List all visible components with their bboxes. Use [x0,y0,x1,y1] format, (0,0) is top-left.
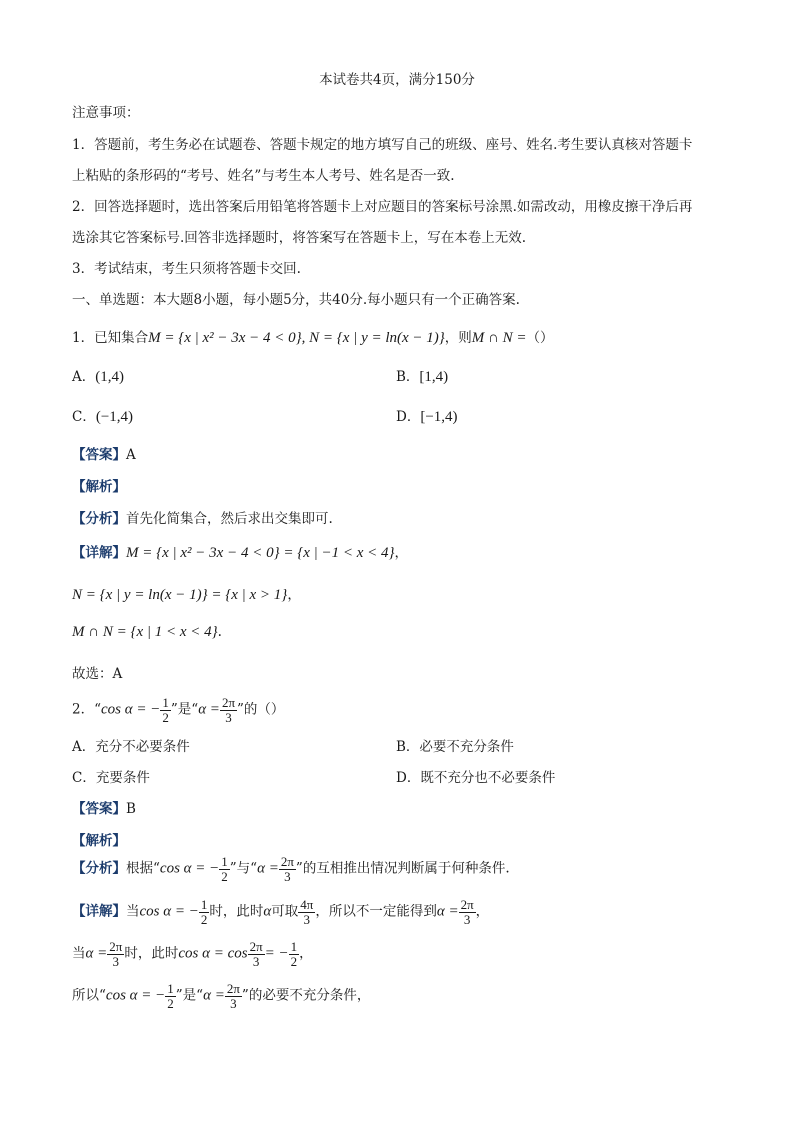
question-1-ask-c: （） [526,330,554,346]
q2-option-d: D．既不充分也不必要条件 [396,770,556,786]
notice-item-1-line-2: 上粘贴的条形码的“考号、姓名”与考生本人考号、姓名是否一致. [72,168,455,184]
q2-detail-line-2: 当α = $\frac{2\pi}{3}$ 时，此时cos α = cos $\frac{2\pi}{3}$ = − $\frac{1}{2}$ ， [72,939,313,969]
question-1-sets: M = {x | x² − 3x − 4 < 0}, N = {x | y = ln(x − 1)} [148,330,445,346]
q1-option-a: A．(1,4) [72,369,124,385]
q2-detail-line-3: 所以“cos α = − $\frac{1}{2}$ ”是“α = $\frac{2\pi}{3}$ ”的必要不充分条件， [72,981,371,1011]
q1-answer: 【答案】A [72,447,136,463]
question-1-intersection: M ∩ N = [471,330,527,346]
q1-option-d: D．[−1,4) [396,409,458,425]
q2-detail-line-1: 【详解】当cos α = − $\frac{1}{2}$ 时，此时α可取 $\frac{4\pi}{3}$ ，所以不一定能得到α = $\frac{2\pi}{3}$ ， [72,897,490,927]
q1-detail-step-1: 【详解】M = {x | x² − 3x − 4 < 0} = {x | −1 < x < 4}， [72,545,408,561]
notice-item-2-line-2: 选涂其它答案标号.回答非选择题时，将答案写在答题卡上，写在本卷上无效. [72,230,527,246]
q1-conclusion: 故选：A [72,666,123,682]
q1-jiexi: 【解析】 [72,479,126,495]
page-header: 本试卷共4页，满分150分 [319,72,475,88]
q1-option-b: B．[1,4) [396,369,449,385]
q2-jiexi: 【解析】 [72,833,126,849]
q2-answer: 【答案】B [72,801,136,817]
q2-option-a: A．充分不必要条件 [72,739,190,755]
fraction-one-half: $\frac{1}{2}$ [162,695,169,725]
q1-option-c: C．(−1,4) [72,409,134,425]
q2-option-b: B．必要不充分条件 [396,739,514,755]
question-1-number: 1．已知集合 [72,330,149,346]
section-heading: 一、单选题：本大题8小题，每小题5分，共40分.每小题只有一个正确答案. [72,292,520,308]
notice-item-3: 3．考试结束，考生只须将答题卡交回. [72,261,301,277]
notice-item-1-line-1: 1．答题前，考生务必在试题卷、答题卡规定的地方填写自己的班级、座号、姓名.考生要认真核对答题卡 [72,137,693,153]
notice-item-2-line-1: 2．回答选择题时，选出答案后用铅笔将答题卡上对应题目的答案标号涂黑.如需改动，用橡皮擦干净后再 [72,199,693,215]
question-2: 2．“cos α = − $\frac{1}{2}$ ”是“α = $\frac{2\pi}{3}$ ”的（） [72,695,285,725]
q1-detail-step-2: N = {x | y = ln(x − 1)} = {x | x > 1}， [72,587,301,603]
notice-title: 注意事项： [72,105,140,121]
q1-detail-step-3: M ∩ N = {x | 1 < x < 4}. [72,624,222,640]
question-1-ask-a: ，则 [444,330,472,346]
q2-fenxi: 【分析】根据“cos α = − $\frac{1}{2}$ ”与“α = $\frac{2\pi}{3}$ ”的互相推出情况判断属于何种条件. [72,854,510,884]
q2-option-c: C．充要条件 [72,770,150,786]
question-1 [72,326,554,347]
q1-fenxi: 【分析】首先化简集合，然后求出交集即可. [72,511,333,527]
fraction-two-pi-thirds: $\frac{2\pi}{3}$ [221,695,236,725]
